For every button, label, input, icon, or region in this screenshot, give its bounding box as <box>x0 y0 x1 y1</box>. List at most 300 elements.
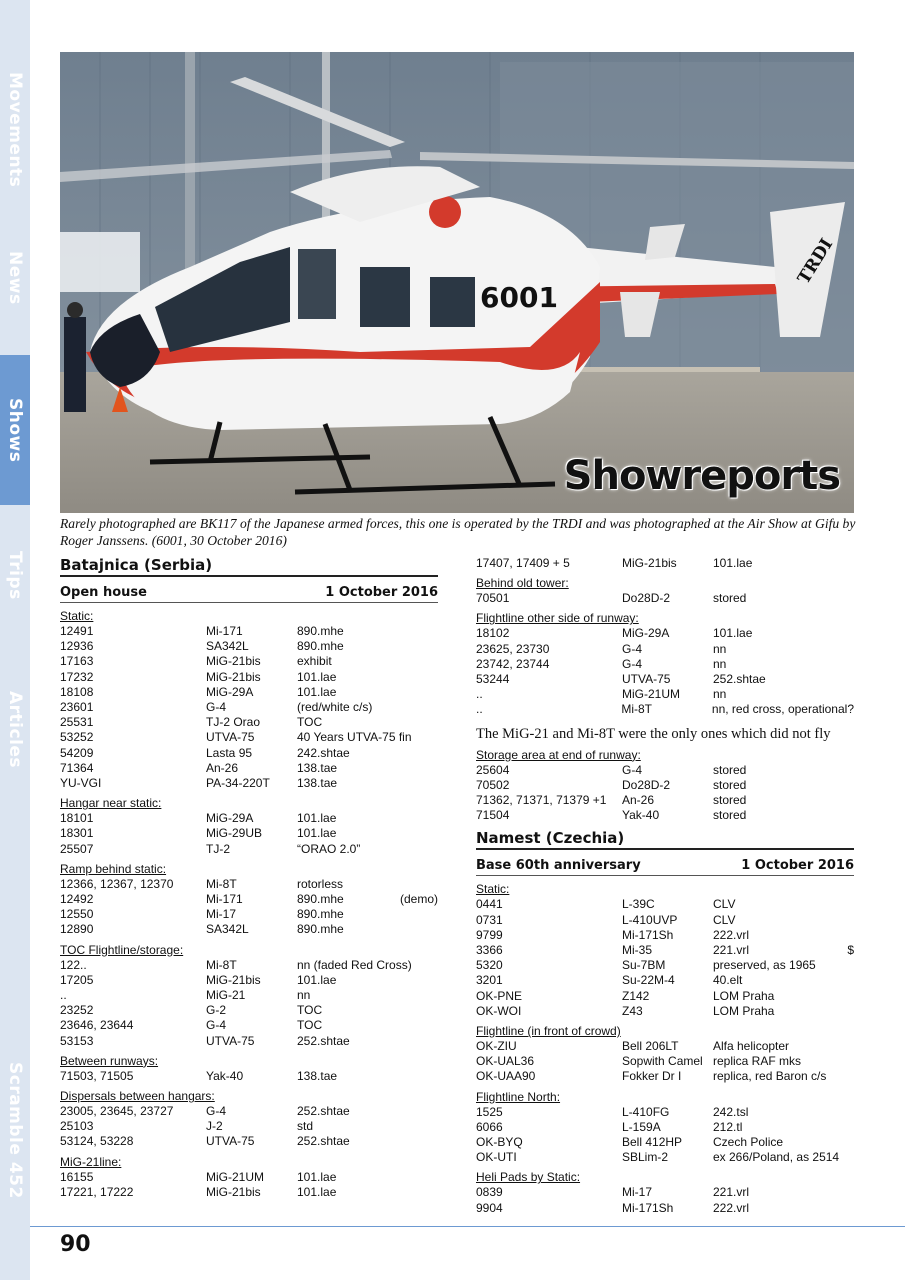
unit-cell: LOM Praha <box>713 1003 775 1018</box>
unit-cell: stored <box>713 762 747 777</box>
serial-cell: 12492 <box>60 892 94 907</box>
event-header <box>60 585 438 603</box>
type-cell: Z142 <box>622 988 650 1003</box>
tail-marking: TRDI <box>794 235 838 288</box>
serial-cell: 53153 <box>60 1033 94 1048</box>
serial-cell: 25507 <box>60 841 94 856</box>
type-cell: Yak-40 <box>622 808 660 823</box>
unit-cell: TOC <box>297 1003 323 1018</box>
unit-cell: 101.lae <box>713 626 753 641</box>
column-left <box>60 556 438 1200</box>
unit-cell: 242.shtae <box>297 745 350 760</box>
serial-cell: 53124, 53228 <box>60 1134 134 1149</box>
table-row <box>60 1018 438 1033</box>
serial-cell: 17407, 17409 + 5 <box>476 556 570 570</box>
serial-cell: 17163 <box>60 654 94 669</box>
unit-cell: 252.shtae <box>297 1104 350 1119</box>
serial-cell: 12491 <box>60 624 94 638</box>
list-section <box>476 611 854 717</box>
type-cell: MiG-21 <box>206 988 246 1003</box>
helicopter-illustration <box>60 52 854 513</box>
list-section <box>476 1090 854 1166</box>
event-header <box>476 858 854 876</box>
table-row <box>60 700 438 715</box>
type-cell: Mi-17 <box>206 907 237 922</box>
serial-cell: OK-ZIU <box>476 1039 517 1054</box>
serial-cell: OK-BYQ <box>476 1135 523 1150</box>
type-cell: UTVA-75 <box>206 1134 255 1149</box>
sections-list <box>60 609 438 1200</box>
section-heading: Dispersals between hangars: <box>60 1089 215 1104</box>
serial-cell: 0441 <box>476 897 503 912</box>
section-heading: Flightline (in front of crowd) <box>476 1024 621 1039</box>
unit-cell: TOC <box>297 715 323 730</box>
unit-cell: exhibit <box>297 654 332 669</box>
sidebar-tab-label: Trips <box>5 550 25 600</box>
section-heading: Behind old tower: <box>476 576 569 591</box>
serial-cell: OK-PNE <box>476 988 523 1003</box>
serial-cell: 23625, 23730 <box>476 641 550 656</box>
serial-cell: 1525 <box>476 1104 503 1119</box>
table-row <box>60 715 438 730</box>
table-row <box>476 778 854 793</box>
serial-cell: 18102 <box>476 626 510 641</box>
unit-cell: nn, red cross, operational? <box>711 702 854 717</box>
table-row <box>476 1054 854 1069</box>
table-row <box>60 746 438 761</box>
table-row <box>60 761 438 776</box>
type-cell: G-4 <box>206 1018 227 1033</box>
unit-cell: 252.shtae <box>297 1134 350 1149</box>
unit-cell: 242.tsl <box>713 1104 749 1119</box>
sidebar-tab-trips[interactable] <box>0 520 30 630</box>
list-section <box>476 1024 854 1085</box>
type-cell: MiG-29UB <box>206 826 263 841</box>
type-cell: TJ-2 Orao <box>206 715 261 730</box>
serial-cell: 70501 <box>476 591 510 606</box>
type-cell: L-159A <box>622 1119 661 1134</box>
unit-cell: 222.vrl <box>713 1200 750 1215</box>
table-row <box>60 973 438 988</box>
type-cell: An-26 <box>622 793 655 808</box>
serial-cell: 18108 <box>60 684 94 699</box>
serial-cell: 3366 <box>476 943 503 958</box>
photo-caption: Rarely photographed are BK117 of the Japanese armed forces, this one is operated by the TRDI and was photographed at the Air Show at Gifu by Roger Janssens. (6001, 30 October 2016) <box>60 516 856 548</box>
sidebar-tab-label: Articles <box>5 691 25 769</box>
serial-cell: 12890 <box>60 922 94 937</box>
unit-cell: nn <box>713 641 727 656</box>
type-cell: Sopwith Camel <box>622 1054 703 1069</box>
table-row <box>476 958 854 973</box>
type-cell: MiG-29A <box>206 684 254 699</box>
unit-cell: 890.mhe <box>297 639 344 654</box>
type-cell: MiG-21UM <box>206 1169 265 1184</box>
unit-cell: preserved, as 1965 <box>713 958 816 973</box>
type-cell: Mi-8T <box>621 702 652 717</box>
type-cell: SA342L <box>206 922 249 937</box>
type-cell: SA342L <box>206 639 249 654</box>
unit-cell: 101.lae <box>297 669 337 684</box>
serial-cell: 23742, 23744 <box>476 656 550 671</box>
column-right <box>476 556 854 1216</box>
serial-cell: .. <box>476 687 483 702</box>
table-row <box>476 1150 854 1165</box>
table-row <box>476 626 854 641</box>
serial-cell: 16155 <box>60 1169 94 1184</box>
sections-list <box>476 576 854 717</box>
serial-cell: 0731 <box>476 912 503 927</box>
table-row <box>60 907 438 922</box>
unit-cell: 890.mhe <box>297 624 344 638</box>
type-cell: PA-34-220T <box>206 776 270 791</box>
unit-cell: 221.vrl <box>713 1185 750 1200</box>
type-cell: Mi-171Sh <box>622 927 674 942</box>
table-row <box>476 672 854 687</box>
section-heading: Storage area at end of runway: <box>476 747 641 762</box>
unit-cell: 101.lae <box>713 556 753 570</box>
section-heading: Flightline other side of runway: <box>476 611 639 626</box>
table-row <box>476 973 854 988</box>
sidebar-tab-scramble[interactable] <box>0 1050 30 1210</box>
serial-cell: 23601 <box>60 700 94 715</box>
unit-cell: std <box>297 1119 314 1134</box>
sidebar-tab-news[interactable] <box>0 225 30 330</box>
type-cell: G-4 <box>622 762 643 777</box>
unit-cell: 252.shtae <box>713 672 766 687</box>
remark-cell: (demo) <box>399 892 438 907</box>
type-cell: J-2 <box>206 1119 223 1134</box>
type-cell: An-26 <box>206 760 239 775</box>
table-row <box>476 808 854 823</box>
type-cell: L-410FG <box>622 1104 670 1119</box>
type-cell: G-4 <box>622 656 643 671</box>
unit-cell: 40 Years UTVA-75 fin <box>297 730 412 745</box>
serial-cell: 23252 <box>60 1003 94 1018</box>
table-row <box>60 624 438 639</box>
table-row <box>476 1039 854 1054</box>
sidebar-tab-articles[interactable] <box>0 670 30 790</box>
serial-cell: .. <box>476 702 483 717</box>
type-cell: UTVA-75 <box>622 672 671 687</box>
list-section <box>60 1155 438 1200</box>
table-row <box>60 1119 438 1134</box>
unit-cell: nn <box>297 988 311 1003</box>
table-row <box>60 892 438 907</box>
table-row <box>476 1004 854 1019</box>
unit-cell: 138.tae <box>297 760 338 775</box>
unit-cell: 890.mhe <box>297 892 344 907</box>
section-heading: Flightline North: <box>476 1089 561 1104</box>
serial-cell: 25531 <box>60 715 94 730</box>
type-cell: MiG-21bis <box>206 654 261 669</box>
type-cell: Su-7BM <box>622 958 666 973</box>
list-section <box>476 576 854 606</box>
unit-cell: 212.tl <box>713 1119 743 1134</box>
type-cell: G-4 <box>206 1104 227 1119</box>
unit-cell: 101.lae <box>297 1184 337 1199</box>
unit-cell: 221.vrl <box>713 943 750 958</box>
list-section <box>60 1054 438 1084</box>
unit-cell: 40.elt <box>713 973 743 988</box>
page-number: 90 <box>60 1232 91 1257</box>
serial-cell: 23646, 23644 <box>60 1018 134 1033</box>
type-cell: MiG-21UM <box>622 687 681 702</box>
unit-cell: stored <box>713 777 747 792</box>
serial-cell: 6066 <box>476 1119 503 1134</box>
type-cell: SBLim-2 <box>622 1150 669 1165</box>
unit-cell: ex 266/Poland, as 2514 <box>713 1150 840 1165</box>
table-row <box>476 793 854 808</box>
type-cell: Mi-171 <box>206 892 243 907</box>
unit-cell: (red/white c/s) <box>297 700 373 715</box>
serial-cell: 12366, 12367, 12370 <box>60 876 174 891</box>
type-cell: Mi-8T <box>206 876 237 891</box>
type-cell: G-4 <box>622 641 643 656</box>
section-heading: Static: <box>476 882 510 897</box>
table-row <box>60 958 438 973</box>
table-row <box>476 1120 854 1135</box>
type-cell: Do28D-2 <box>622 777 671 792</box>
type-cell: Yak-40 <box>206 1068 244 1083</box>
unit-cell: LOM Praha <box>713 988 775 1003</box>
unit-cell: 101.lae <box>297 1169 337 1184</box>
unit-cell: 890.mhe <box>297 907 344 922</box>
page-title: Showreports <box>563 453 840 499</box>
table-row <box>476 913 854 928</box>
event-date: 1 October 2016 <box>325 585 438 600</box>
table-row <box>476 1105 854 1120</box>
serial-cell: 53244 <box>476 672 510 687</box>
section-heading: Hangar near static: <box>60 796 162 811</box>
sections-list <box>476 882 854 1215</box>
type-cell: Z43 <box>622 1003 643 1018</box>
table-row <box>476 642 854 657</box>
table-row <box>476 897 854 912</box>
table-row <box>60 1003 438 1018</box>
type-cell: G-4 <box>206 700 227 715</box>
table-row <box>60 1134 438 1149</box>
list-section <box>60 609 438 791</box>
unit-cell: 101.lae <box>297 972 337 987</box>
type-cell: Fokker Dr I <box>622 1069 682 1084</box>
section-sidebar <box>0 0 30 1280</box>
sidebar-tab-label: Scramble 452 <box>5 1061 25 1199</box>
unit-cell: 890.mhe <box>297 922 344 937</box>
serial-cell: 70502 <box>476 777 510 792</box>
unit-cell: 138.tae <box>297 1068 338 1083</box>
unit-cell: 222.vrl <box>713 927 750 942</box>
unit-cell: CLV <box>713 897 736 912</box>
table-row <box>476 1201 854 1216</box>
section-heading: Between runways: <box>60 1053 159 1068</box>
serial-cell: 23005, 23645, 23727 <box>60 1104 174 1119</box>
serial-cell: 5320 <box>476 958 503 973</box>
type-cell: MiG-21bis <box>206 972 261 987</box>
list-section <box>476 882 854 1019</box>
observation-note: The MiG-21 and Mi-8T were the only ones which did not fly <box>476 725 831 742</box>
unit-cell: 101.lae <box>297 826 337 841</box>
serial-cell: 12550 <box>60 907 94 922</box>
table-row <box>60 1104 438 1119</box>
serial-cell: 12936 <box>60 639 94 654</box>
serial-cell: 71503, 71505 <box>60 1068 134 1083</box>
table-row <box>476 702 854 717</box>
unit-cell: 101.lae <box>297 811 337 826</box>
table-row <box>476 591 854 606</box>
registration-number: 6001 <box>480 281 558 314</box>
serial-cell: OK-UTI <box>476 1150 517 1165</box>
serial-cell: 71504 <box>476 808 510 823</box>
table-row <box>476 556 854 571</box>
serial-cell: OK-UAA90 <box>476 1069 536 1084</box>
serial-cell: 9904 <box>476 1200 503 1215</box>
unit-cell: 138.tae <box>297 776 338 791</box>
country-heading: Namest (Czechia) <box>476 829 854 850</box>
serial-cell: 25604 <box>476 762 510 777</box>
table-row <box>60 988 438 1003</box>
sidebar-tab-label: News <box>5 250 25 305</box>
event-name: Open house <box>60 585 147 600</box>
unit-cell: stored <box>713 793 747 808</box>
type-cell: G-2 <box>206 1003 227 1018</box>
unit-cell: replica RAF mks <box>713 1054 802 1069</box>
serial-cell: 18301 <box>60 826 94 841</box>
serial-cell: 0839 <box>476 1185 503 1200</box>
type-cell: MiG-21bis <box>206 1184 261 1199</box>
event-name: Base 60th anniversary <box>476 858 641 874</box>
table-row <box>476 1185 854 1200</box>
section-heading: Static: <box>60 609 94 623</box>
unit-cell: stored <box>713 591 747 606</box>
sidebar-tab-shows[interactable] <box>0 355 30 505</box>
sections-list <box>476 748 854 824</box>
serial-cell: 25103 <box>60 1119 94 1134</box>
table-row <box>60 826 438 841</box>
table-row <box>476 989 854 1004</box>
type-cell: MiG-21bis <box>206 669 261 684</box>
type-cell: Bell 412HP <box>622 1135 683 1150</box>
type-cell: Mi-8T <box>206 957 237 972</box>
unit-cell: nn <box>713 656 727 671</box>
table-row <box>476 657 854 672</box>
serial-cell: 122.. <box>60 957 87 972</box>
type-cell: L-410UVP <box>622 912 678 927</box>
unit-cell: rotorless <box>297 876 344 891</box>
type-cell: MiG-29A <box>622 626 670 641</box>
list-section <box>60 1089 438 1150</box>
helicopter-photo <box>60 52 854 513</box>
type-cell: Mi-171Sh <box>622 1200 674 1215</box>
list-section <box>60 796 438 857</box>
sidebar-tab-label: Shows <box>5 397 25 463</box>
type-cell: Bell 206LT <box>622 1039 679 1054</box>
serial-cell: 53252 <box>60 730 94 745</box>
serial-cell: YU-VGI <box>60 776 102 791</box>
type-cell: UTVA-75 <box>206 730 255 745</box>
type-cell: Do28D-2 <box>622 591 671 606</box>
unit-cell: nn <box>713 687 727 702</box>
unit-cell: 252.shtae <box>297 1033 350 1048</box>
table-row <box>60 1185 438 1200</box>
serial-cell: 18101 <box>60 811 94 826</box>
list-section <box>476 1170 854 1215</box>
type-cell: Mi-35 <box>622 943 653 958</box>
serial-cell: OK-UAL36 <box>476 1054 535 1069</box>
serial-cell: 54209 <box>60 745 94 760</box>
table-row <box>476 1135 854 1150</box>
list-section <box>60 943 438 1049</box>
table-row <box>60 685 438 700</box>
type-cell: Mi-171 <box>206 624 243 638</box>
type-cell: MiG-21bis <box>622 556 677 570</box>
unit-cell: Czech Police <box>713 1135 784 1150</box>
table-row <box>476 928 854 943</box>
unit-cell: “ORAO 2.0” <box>297 841 361 856</box>
unit-cell: CLV <box>713 912 736 927</box>
table-row <box>60 776 438 791</box>
sidebar-tab-movements[interactable] <box>0 50 30 210</box>
table-row <box>60 1170 438 1185</box>
section-heading: Ramp behind static: <box>60 861 167 876</box>
type-cell: UTVA-75 <box>206 1033 255 1048</box>
unit-cell: nn (faded Red Cross) <box>297 957 412 972</box>
serial-cell: 17205 <box>60 972 94 987</box>
footer-divider <box>30 1226 905 1227</box>
serial-cell: 3201 <box>476 973 503 988</box>
unit-cell: Alfa helicopter <box>713 1039 790 1054</box>
serial-cell: .. <box>60 988 67 1003</box>
table-row <box>60 639 438 654</box>
table-row <box>60 1069 438 1084</box>
type-cell: TJ-2 <box>206 841 230 856</box>
list-section <box>60 862 438 938</box>
table-row <box>476 1069 854 1084</box>
table-row <box>60 670 438 685</box>
remark-cell: $ <box>847 943 854 958</box>
serial-cell: OK-WOI <box>476 1003 522 1018</box>
section-heading: Heli Pads by Static: <box>476 1170 581 1185</box>
serial-cell: 71362, 71371, 71379 +1 <box>476 793 607 808</box>
table-row <box>60 811 438 826</box>
type-cell: MiG-29A <box>206 811 254 826</box>
table-row <box>60 842 438 857</box>
serial-cell: 9799 <box>476 927 503 942</box>
type-cell: L-39C <box>622 897 655 912</box>
table-row <box>476 943 854 958</box>
table-row <box>60 922 438 937</box>
serial-cell: 17221, 17222 <box>60 1184 134 1199</box>
table-row <box>60 654 438 669</box>
unit-cell: TOC <box>297 1018 323 1033</box>
type-cell: Su-22M-4 <box>622 973 675 988</box>
section-heading: TOC Flightline/storage: <box>60 942 184 957</box>
serial-cell: 17232 <box>60 669 94 684</box>
unit-cell: 101.lae <box>297 684 337 699</box>
sections-list <box>476 556 854 571</box>
sidebar-tab-label: Movements <box>5 72 25 188</box>
unit-cell: stored <box>713 808 747 823</box>
section-heading: MiG-21line: <box>60 1154 122 1169</box>
unit-cell: replica, red Baron c/s <box>713 1069 827 1084</box>
country-heading: Batajnica (Serbia) <box>60 556 438 577</box>
table-row <box>60 1034 438 1049</box>
serial-cell: 71364 <box>60 760 94 775</box>
table-row <box>476 687 854 702</box>
type-cell: Mi-17 <box>622 1185 653 1200</box>
type-cell: Lasta 95 <box>206 745 253 760</box>
event-date: 1 October 2016 <box>741 858 854 874</box>
table-row <box>60 730 438 745</box>
